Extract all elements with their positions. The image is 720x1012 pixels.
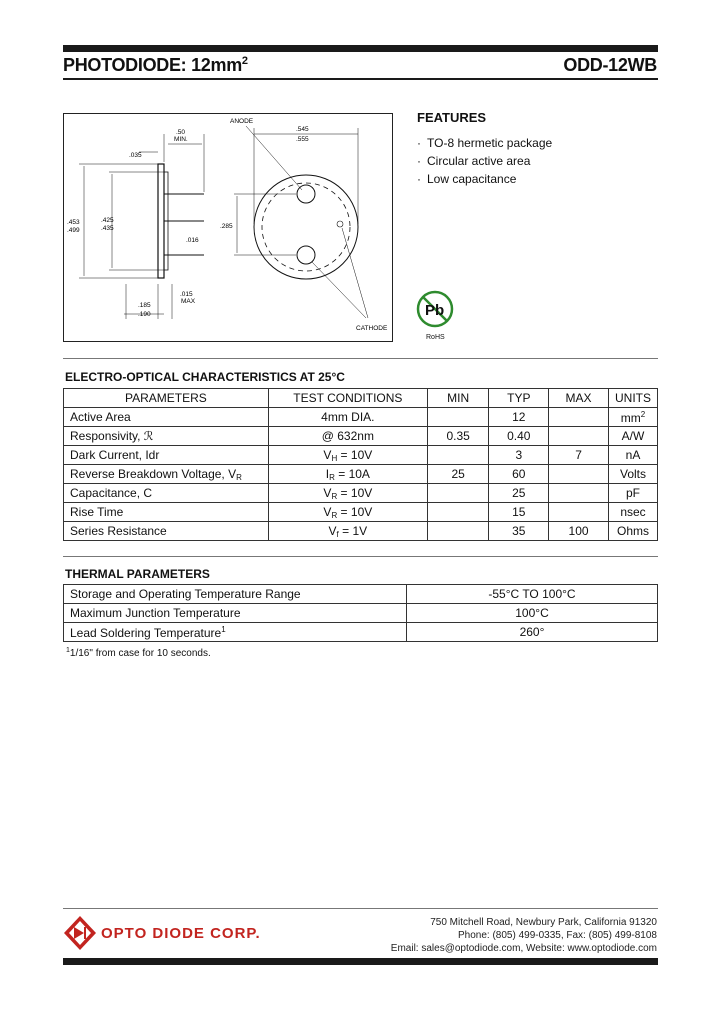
bottom-rule bbox=[63, 958, 658, 965]
table-row: Lead Soldering Temperature$^1$ 260° bbox=[64, 623, 658, 642]
contact-info bbox=[391, 916, 657, 955]
company-name: OPTO DIODE CORP. bbox=[101, 925, 261, 942]
dim-435: .435 bbox=[101, 225, 114, 232]
col-header: UNITS bbox=[609, 389, 658, 408]
rohs-lead-free-icon bbox=[415, 289, 457, 348]
dim-499: .499 bbox=[67, 227, 80, 234]
top-rule bbox=[63, 45, 658, 52]
phone-fax: Phone: (805) 499-0335, Fax: (805) 499-8108 bbox=[457, 930, 657, 941]
thermal-heading: THERMAL PARAMETERS bbox=[65, 567, 210, 581]
table-row: Series Resistance $V_f = 1V$ 35 100 Ohms bbox=[64, 522, 658, 541]
cathode-pin bbox=[297, 246, 315, 264]
features-list bbox=[417, 134, 552, 188]
table-row: Dark Current, Idr $V_H = 10V$ 3 7 nA bbox=[64, 446, 658, 465]
dim-015: .015 bbox=[180, 291, 193, 298]
dim-185: .185 bbox=[138, 302, 151, 309]
table-row: Active Area 4mm DIA. 12 $mm^2$ bbox=[64, 408, 658, 427]
features-heading: FEATURES bbox=[417, 110, 487, 125]
dim-425: .425 bbox=[101, 217, 114, 224]
window-outline bbox=[262, 183, 350, 271]
opto-diode-logo-icon bbox=[63, 915, 97, 956]
dim-035: .035 bbox=[129, 152, 142, 159]
address: 750 Mitchell Road, Newbury Park, California 91320 bbox=[430, 917, 657, 928]
section-divider bbox=[63, 556, 658, 557]
dim-190: .190 bbox=[138, 311, 151, 318]
electro-optical-table bbox=[63, 388, 658, 541]
feature-item: · TO-8 hermetic package bbox=[417, 136, 553, 150]
col-header: PARAMETERS bbox=[64, 389, 269, 408]
email-website: Email: sales@optodiode.com, Website: www.optodiode.com bbox=[390, 943, 657, 954]
table-row: Responsivity, ℛ @ 632nm 0.35 0.40 A/W bbox=[64, 427, 658, 446]
pb-symbol: Pb bbox=[425, 302, 445, 319]
col-header: TEST CONDITIONS bbox=[268, 389, 427, 408]
package-outline-drawing bbox=[63, 113, 393, 342]
feature-item: · Low capacitance bbox=[417, 172, 517, 186]
part-number: ODD-12WB bbox=[563, 55, 657, 75]
col-header: TYP bbox=[489, 389, 549, 408]
col-header: MIN bbox=[427, 389, 489, 408]
thermal-table bbox=[63, 584, 658, 642]
table-row: Reverse Breakdown Voltage, $V_R$ $I_R = 10A$ 25 60 Volts bbox=[64, 465, 658, 484]
case-pin bbox=[337, 221, 343, 227]
header-flange bbox=[158, 164, 164, 278]
footnote: $^1$1/16" from case for 10 seconds. bbox=[66, 647, 211, 659]
table-row: Storage and Operating Temperature Range -55°C TO 100°C bbox=[64, 585, 658, 604]
feature-item: · Circular active area bbox=[417, 154, 531, 168]
col-header: MAX bbox=[549, 389, 609, 408]
footer-divider bbox=[63, 908, 658, 909]
dim-50: .50 bbox=[176, 129, 186, 136]
dim-555: .555 bbox=[296, 136, 309, 143]
dim-545: .545 bbox=[296, 126, 309, 133]
dim-016: .016 bbox=[186, 237, 199, 244]
table-header-row bbox=[64, 389, 658, 408]
features-section bbox=[417, 110, 552, 188]
table-row: Maximum Junction Temperature 100°C bbox=[64, 604, 658, 623]
title-underline bbox=[63, 78, 658, 80]
dim-max: MAX bbox=[181, 298, 196, 305]
table-row: Rise Time $V_R = 10V$ 15 nsec bbox=[64, 503, 658, 522]
dim-453: .453 bbox=[67, 219, 80, 226]
dim-285: .285 bbox=[220, 223, 233, 230]
dim-min: MIN. bbox=[174, 136, 188, 143]
cathode-label: CATHODE bbox=[356, 325, 388, 332]
page-title: PHOTODIODE: $12mm^2$ bbox=[63, 55, 248, 75]
rohs-label: RoHS bbox=[426, 334, 445, 341]
electro-optical-heading: ELECTRO-OPTICAL CHARACTERISTICS AT 25°C bbox=[65, 370, 345, 384]
anode-label: ANODE bbox=[230, 118, 254, 125]
can-outline bbox=[254, 175, 358, 279]
section-divider bbox=[63, 358, 658, 359]
table-row: Capacitance, C $V_R = 10V$ 25 pF bbox=[64, 484, 658, 503]
